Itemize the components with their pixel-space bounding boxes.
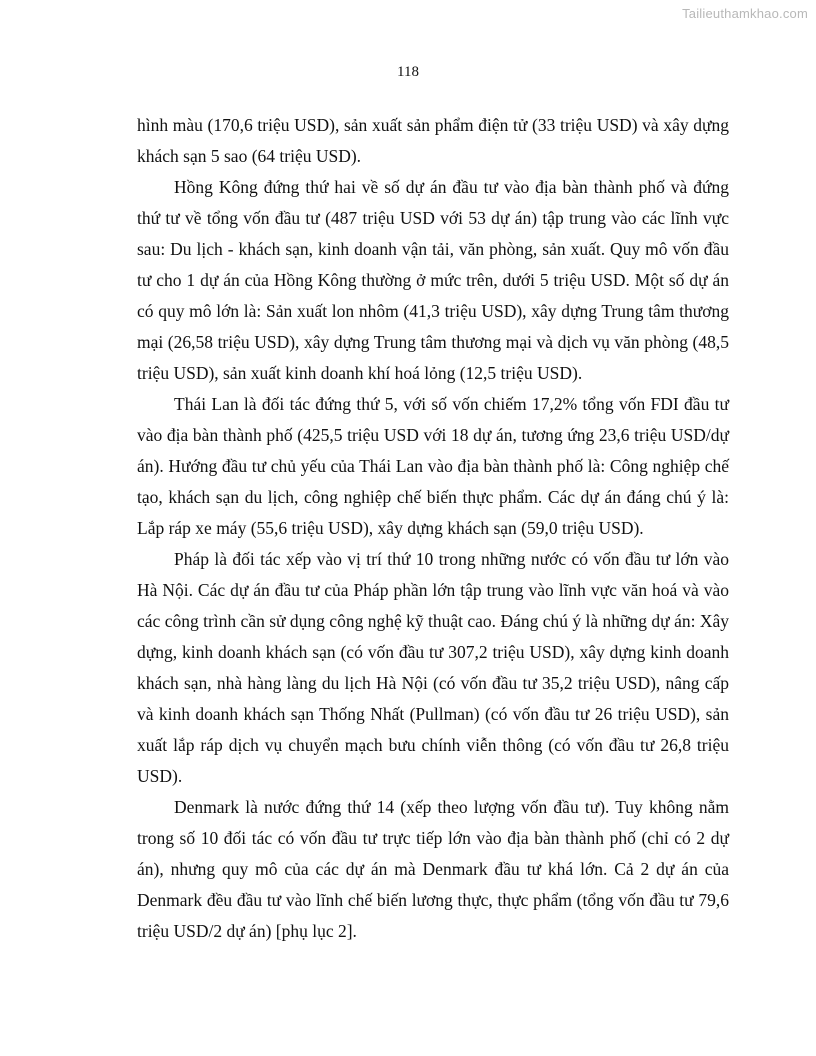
paragraph-thailand: Thái Lan là đối tác đứng thứ 5, với số vốn chiếm 17,2% tổng vốn FDI đầu tư vào địa bàn thành phố (425,5 triệu USD với 18 dự án, tương ứng 23,6 triệu USD/dự án). Hướng đầu tư chủ yếu của Thái Lan vào địa bàn thành phố là: Công nghiệp chế tạo, khách sạn du lịch, công nghiệp chế biến thực phẩm. Các dự án đáng chú ý là: Lắp ráp xe máy (55,6 triệu USD), xây dựng khách sạn (59,0 triệu USD).: [137, 394, 729, 538]
paragraph-continuation: hình màu (170,6 triệu USD), sản xuất sản phẩm điện tử (33 triệu USD) và xây dựng khách sạn 5 sao (64 triệu USD).: [137, 115, 729, 166]
paragraph-denmark: Denmark là nước đứng thứ 14 (xếp theo lượng vốn đầu tư). Tuy không nằm trong số 10 đối tác có vốn đầu tư trực tiếp lớn vào địa bàn thành phố (chỉ có 2 dự án), nhưng quy mô của các dự án mà Denmark đầu tư khá lớn. Cả 2 dự án của Denmark đều đầu tư vào lĩnh chế biến lương thực, thực phẩm (tổng vốn đầu tư 79,6 triệu USD/2 dự án) [phụ lục 2].: [137, 797, 729, 941]
document-body: [137, 110, 729, 947]
paragraph-hong-kong: Hồng Kông đứng thứ hai về số dự án đầu tư vào địa bàn thành phố và đứng thứ tư về tổng vốn đầu tư (487 triệu USD với 53 dự án) tập trung vào các lĩnh vực sau: Du lịch - khách sạn, kinh doanh vận tải, văn phòng, sản xuất. Quy mô vốn đầu tư cho 1 dự án của Hồng Kông thường ở mức trên, dưới 5 triệu USD. Một số dự án có quy mô lớn là: Sản xuất lon nhôm (41,3 triệu USD), xây dựng Trung tâm thương mại (26,58 triệu USD), xây dựng Trung tâm thương mại và dịch vụ văn phòng (48,5 triệu USD), sản xuất kinh doanh khí hoá lỏng (12,5 triệu USD).: [137, 177, 729, 383]
watermark: Tailieuthamkhao.com: [682, 6, 808, 21]
page-number: 118: [397, 64, 419, 80]
paragraph-france: Pháp là đối tác xếp vào vị trí thứ 10 trong những nước có vốn đầu tư lớn vào Hà Nội. Các dự án đầu tư của Pháp phần lớn tập trung vào lĩnh vực văn hoá và vào các công trình cần sử dụng công nghệ kỹ thuật cao. Đáng chú ý là những dự án: Xây dựng, kinh doanh khách sạn (có vốn đầu tư 307,2 triệu USD), xây dựng kinh doanh khách sạn, nhà hàng làng du lịch Hà Nội (có vốn đầu tư 35,2 triệu USD), nâng cấp và kinh doanh khách sạn Thống Nhất (Pullman) (có vốn đầu tư 26 triệu USD), sản xuất lắp ráp dịch vụ chuyển mạch bưu chính viễn thông (có vốn đầu tư 26,8 triệu USD).: [137, 549, 729, 786]
